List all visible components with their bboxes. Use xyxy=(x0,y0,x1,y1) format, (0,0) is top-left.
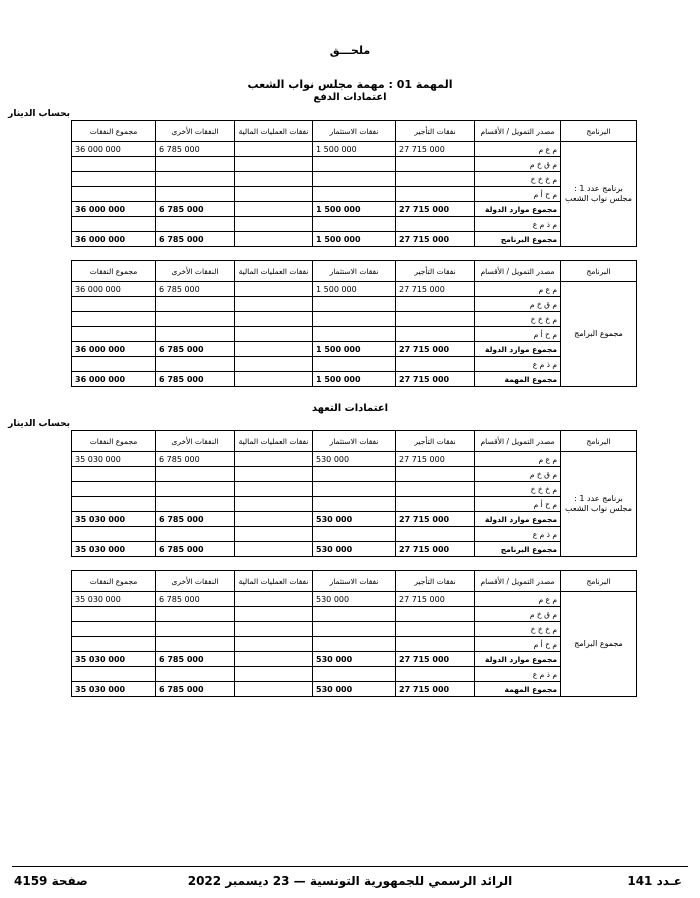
amount-cell xyxy=(396,667,475,682)
funding-source-cell: مجموع البرنامج xyxy=(475,542,561,557)
amount-cell xyxy=(313,622,396,637)
amount-cell xyxy=(72,172,156,187)
amount-cell xyxy=(313,497,396,512)
column-header: النفقات الأخرى xyxy=(156,121,235,142)
table-row xyxy=(72,312,637,327)
amount-cell: 27 715 000 xyxy=(396,682,475,697)
amount-cell: 530 000 xyxy=(313,452,396,467)
amount-cell xyxy=(396,172,475,187)
mission-title: المهمة 01 : مهمة مجلس نواب الشعب xyxy=(247,78,453,91)
amount-cell xyxy=(235,682,313,697)
column-header: نفقات التأجير xyxy=(396,431,475,452)
column-header: البرنامج xyxy=(561,121,637,142)
currency-unit-label: بحساب الدينار xyxy=(8,109,70,119)
amount-cell: 36 000 000 xyxy=(72,142,156,157)
amount-cell xyxy=(72,467,156,482)
table-row xyxy=(72,172,637,187)
amount-cell: 1 500 000 xyxy=(313,282,396,297)
table-row xyxy=(72,142,637,157)
amount-cell xyxy=(235,187,313,202)
funding-source-cell: م ذ م ع xyxy=(475,357,561,372)
currency-unit-label: بحساب الدينار xyxy=(8,419,70,429)
funding-source-cell: م ذ م ع xyxy=(475,527,561,542)
amount-cell xyxy=(396,187,475,202)
table-row xyxy=(72,157,637,172)
amount-cell: 35 030 000 xyxy=(72,592,156,607)
table-row xyxy=(72,667,637,682)
amount-cell xyxy=(235,202,313,217)
funding-source-cell: م ح أ م xyxy=(475,187,561,202)
amount-cell xyxy=(313,172,396,187)
commitment-credits-program-table xyxy=(71,430,637,557)
table-row xyxy=(72,372,637,387)
amount-cell xyxy=(396,637,475,652)
amount-cell: 27 715 000 xyxy=(396,652,475,667)
amount-cell xyxy=(235,297,313,312)
amount-cell xyxy=(235,372,313,387)
amount-cell xyxy=(72,187,156,202)
amount-cell xyxy=(156,357,235,372)
amount-cell xyxy=(156,667,235,682)
table-row xyxy=(72,187,637,202)
amount-cell: 35 030 000 xyxy=(72,682,156,697)
amount-cell xyxy=(235,622,313,637)
funding-source-cell: م ق خ م xyxy=(475,607,561,622)
amount-cell: 27 715 000 xyxy=(396,202,475,217)
amount-cell: 530 000 xyxy=(313,592,396,607)
amount-cell xyxy=(313,637,396,652)
amount-cell xyxy=(156,297,235,312)
amount-cell xyxy=(72,527,156,542)
column-header: مصدر التمويل / الأقسام xyxy=(475,431,561,452)
amount-cell xyxy=(313,187,396,202)
amount-cell xyxy=(313,467,396,482)
amount-cell xyxy=(235,592,313,607)
amount-cell: 6 785 000 xyxy=(156,682,235,697)
amount-cell xyxy=(72,482,156,497)
amount-cell: 27 715 000 xyxy=(396,542,475,557)
funding-source-cell: م ع م xyxy=(475,282,561,297)
amount-cell: 530 000 xyxy=(313,512,396,527)
funding-source-cell: م ق خ م xyxy=(475,297,561,312)
funding-source-cell: م خ خ خ xyxy=(475,622,561,637)
table-row xyxy=(72,607,637,622)
table-header-row xyxy=(72,121,637,142)
column-header: نفقات العمليات المالية xyxy=(235,121,313,142)
amount-cell xyxy=(235,637,313,652)
table-header-row xyxy=(72,571,637,592)
amount-cell: 27 715 000 xyxy=(396,372,475,387)
amount-cell xyxy=(235,452,313,467)
amount-cell: 6 785 000 xyxy=(156,232,235,247)
amount-cell: 6 785 000 xyxy=(156,512,235,527)
commitment-credits-total-table xyxy=(71,570,637,697)
amount-cell: 1 500 000 xyxy=(313,372,396,387)
funding-source-cell: مجموع موارد الدولة xyxy=(475,512,561,527)
journal-title: الرائد الرسمي للجمهورية التونسية — 23 ديسمبر 2022 xyxy=(187,874,513,888)
amount-cell xyxy=(235,497,313,512)
funding-source-cell: م خ خ خ xyxy=(475,172,561,187)
column-header: البرنامج xyxy=(561,571,637,592)
amount-cell: 6 785 000 xyxy=(156,372,235,387)
amount-cell xyxy=(156,622,235,637)
payment-credits-total-table xyxy=(71,260,637,387)
funding-source-cell: م ح أ م xyxy=(475,637,561,652)
amount-cell: 530 000 xyxy=(313,652,396,667)
amount-cell xyxy=(235,527,313,542)
column-header: مصدر التمويل / الأقسام xyxy=(475,571,561,592)
amount-cell xyxy=(396,622,475,637)
amount-cell xyxy=(313,482,396,497)
amount-cell xyxy=(235,607,313,622)
amount-cell: 36 000 000 xyxy=(72,372,156,387)
amount-cell: 36 000 000 xyxy=(72,232,156,247)
table-row xyxy=(72,497,637,512)
amount-cell xyxy=(72,607,156,622)
amount-cell xyxy=(156,467,235,482)
amount-cell: 1 500 000 xyxy=(313,232,396,247)
column-header: مجموع النفقات xyxy=(72,261,156,282)
program-name-cell: برنامج عدد 1 : مجلس نواب الشعب xyxy=(561,452,637,557)
funding-source-cell: م ذ م ع xyxy=(475,217,561,232)
table-row xyxy=(72,512,637,527)
amount-cell xyxy=(235,172,313,187)
amount-cell xyxy=(235,327,313,342)
amount-cell xyxy=(72,157,156,172)
amount-cell: 6 785 000 xyxy=(156,652,235,667)
amount-cell xyxy=(72,667,156,682)
amount-cell xyxy=(156,312,235,327)
amount-cell xyxy=(313,157,396,172)
amount-cell xyxy=(156,172,235,187)
amount-cell xyxy=(72,327,156,342)
amount-cell xyxy=(396,482,475,497)
table-header-row xyxy=(72,261,637,282)
amount-cell xyxy=(235,667,313,682)
amount-cell xyxy=(156,482,235,497)
column-header: نفقات الاستثمار xyxy=(313,261,396,282)
amount-cell: 6 785 000 xyxy=(156,202,235,217)
amount-cell: 35 030 000 xyxy=(72,542,156,557)
amount-cell xyxy=(313,297,396,312)
amount-cell xyxy=(156,497,235,512)
amount-cell xyxy=(156,637,235,652)
amount-cell: 27 715 000 xyxy=(396,282,475,297)
table-row xyxy=(72,357,637,372)
column-header: نفقات التأجير xyxy=(396,571,475,592)
amount-cell xyxy=(396,327,475,342)
amount-cell xyxy=(72,357,156,372)
table-row xyxy=(72,452,637,467)
amount-cell xyxy=(396,497,475,512)
column-header: نفقات الاستثمار xyxy=(313,571,396,592)
table-row xyxy=(72,622,637,637)
table-row xyxy=(72,482,637,497)
column-header: مجموع النفقات xyxy=(72,571,156,592)
amount-cell xyxy=(235,467,313,482)
funding-source-cell: م ق خ م xyxy=(475,467,561,482)
column-header: البرنامج xyxy=(561,431,637,452)
amount-cell: 6 785 000 xyxy=(156,592,235,607)
amount-cell xyxy=(156,157,235,172)
amount-cell xyxy=(396,297,475,312)
funding-source-cell: مجموع موارد الدولة xyxy=(475,652,561,667)
amount-cell xyxy=(235,357,313,372)
amount-cell xyxy=(313,607,396,622)
amount-cell: 6 785 000 xyxy=(156,342,235,357)
amount-cell: 27 715 000 xyxy=(396,452,475,467)
payment-credits-program-table xyxy=(71,120,637,247)
amount-cell xyxy=(235,217,313,232)
program-name-cell: برنامج عدد 1 : مجلس نواب الشعب xyxy=(561,142,637,247)
table-row xyxy=(72,467,637,482)
amount-cell: 35 030 000 xyxy=(72,652,156,667)
column-header: النفقات الأخرى xyxy=(156,261,235,282)
funding-source-cell: م خ خ خ xyxy=(475,312,561,327)
funding-source-cell: م خ خ خ xyxy=(475,482,561,497)
amount-cell xyxy=(235,142,313,157)
amount-cell: 35 030 000 xyxy=(72,512,156,527)
funding-source-cell: مجموع البرنامج xyxy=(475,232,561,247)
funding-source-cell: م ع م xyxy=(475,142,561,157)
column-header: نفقات التأجير xyxy=(396,121,475,142)
amount-cell xyxy=(72,312,156,327)
amount-cell xyxy=(396,312,475,327)
amount-cell: 1 500 000 xyxy=(313,342,396,357)
amount-cell: 530 000 xyxy=(313,682,396,697)
amount-cell xyxy=(313,527,396,542)
amount-cell xyxy=(235,512,313,527)
amount-cell xyxy=(313,667,396,682)
amount-cell xyxy=(156,217,235,232)
amount-cell: 6 785 000 xyxy=(156,452,235,467)
table-row xyxy=(72,652,637,667)
amount-cell: 27 715 000 xyxy=(396,232,475,247)
column-header: النفقات الأخرى xyxy=(156,571,235,592)
amount-cell xyxy=(313,357,396,372)
amount-cell: 6 785 000 xyxy=(156,542,235,557)
amount-cell: 6 785 000 xyxy=(156,282,235,297)
column-header: نفقات العمليات المالية xyxy=(235,571,313,592)
page-number: صفحة 4159 xyxy=(14,874,88,888)
table-row xyxy=(72,637,637,652)
amount-cell xyxy=(72,297,156,312)
amount-cell xyxy=(72,217,156,232)
amount-cell xyxy=(72,637,156,652)
funding-source-cell: م ذ م ع xyxy=(475,667,561,682)
funding-source-cell: مجموع المهمة xyxy=(475,682,561,697)
funding-source-cell: م ح أ م xyxy=(475,497,561,512)
amount-cell xyxy=(396,467,475,482)
amount-cell: 27 715 000 xyxy=(396,342,475,357)
column-header: نفقات التأجير xyxy=(396,261,475,282)
column-header: نفقات العمليات المالية xyxy=(235,431,313,452)
payment-credits-heading: اعتمادات الدفع xyxy=(313,92,387,103)
footer-divider xyxy=(12,866,688,867)
amount-cell: 35 030 000 xyxy=(72,452,156,467)
program-name-cell: مجموع البرامج xyxy=(561,282,637,387)
table-row xyxy=(72,327,637,342)
issue-number: عـدد 141 xyxy=(627,874,682,888)
amount-cell xyxy=(396,527,475,542)
amount-cell xyxy=(156,327,235,342)
amount-cell xyxy=(235,542,313,557)
column-header: البرنامج xyxy=(561,261,637,282)
column-header: نفقات الاستثمار xyxy=(313,121,396,142)
table-row xyxy=(72,232,637,247)
funding-source-cell: مجموع موارد الدولة xyxy=(475,342,561,357)
amount-cell: 530 000 xyxy=(313,542,396,557)
amount-cell xyxy=(72,622,156,637)
amount-cell: 27 715 000 xyxy=(396,512,475,527)
table-row xyxy=(72,342,637,357)
amount-cell xyxy=(313,327,396,342)
column-header: النفقات الأخرى xyxy=(156,431,235,452)
column-header: نفقات العمليات المالية xyxy=(235,261,313,282)
amount-cell: 6 785 000 xyxy=(156,142,235,157)
table-header-row xyxy=(72,431,637,452)
amount-cell: 27 715 000 xyxy=(396,142,475,157)
amount-cell xyxy=(396,157,475,172)
program-name-cell: مجموع البرامج xyxy=(561,592,637,697)
table-row xyxy=(72,682,637,697)
amount-cell: 36 000 000 xyxy=(72,202,156,217)
amount-cell: 27 715 000 xyxy=(396,592,475,607)
amount-cell xyxy=(235,652,313,667)
funding-source-cell: م ع م xyxy=(475,592,561,607)
commitment-credits-heading: اعتمادات التعهد xyxy=(311,403,389,414)
amount-cell xyxy=(396,357,475,372)
amount-cell xyxy=(72,497,156,512)
amount-cell xyxy=(235,232,313,247)
amount-cell: 36 000 000 xyxy=(72,342,156,357)
column-header: نفقات الاستثمار xyxy=(313,431,396,452)
funding-source-cell: مجموع موارد الدولة xyxy=(475,202,561,217)
table-row xyxy=(72,297,637,312)
amount-cell xyxy=(156,527,235,542)
table-row xyxy=(72,282,637,297)
amount-cell xyxy=(235,312,313,327)
amount-cell xyxy=(156,187,235,202)
amount-cell xyxy=(235,282,313,297)
funding-source-cell: مجموع المهمة xyxy=(475,372,561,387)
amount-cell xyxy=(313,217,396,232)
column-header: مجموع النفقات xyxy=(72,121,156,142)
amount-cell: 36 000 000 xyxy=(72,282,156,297)
table-row xyxy=(72,592,637,607)
amount-cell xyxy=(156,607,235,622)
amount-cell xyxy=(235,157,313,172)
amount-cell xyxy=(235,482,313,497)
column-header: مجموع النفقات xyxy=(72,431,156,452)
amount-cell xyxy=(396,607,475,622)
amount-cell xyxy=(396,217,475,232)
table-row xyxy=(72,527,637,542)
column-header: مصدر التمويل / الأقسام xyxy=(475,121,561,142)
amount-cell xyxy=(235,342,313,357)
column-header: مصدر التمويل / الأقسام xyxy=(475,261,561,282)
funding-source-cell: م ق خ م xyxy=(475,157,561,172)
funding-source-cell: م ع م xyxy=(475,452,561,467)
amount-cell: 1 500 000 xyxy=(313,202,396,217)
table-row xyxy=(72,202,637,217)
amount-cell xyxy=(313,312,396,327)
table-row xyxy=(72,217,637,232)
table-row xyxy=(72,542,637,557)
amount-cell: 1 500 000 xyxy=(313,142,396,157)
funding-source-cell: م ح أ م xyxy=(475,327,561,342)
annex-title: ملحـــق xyxy=(329,44,371,57)
